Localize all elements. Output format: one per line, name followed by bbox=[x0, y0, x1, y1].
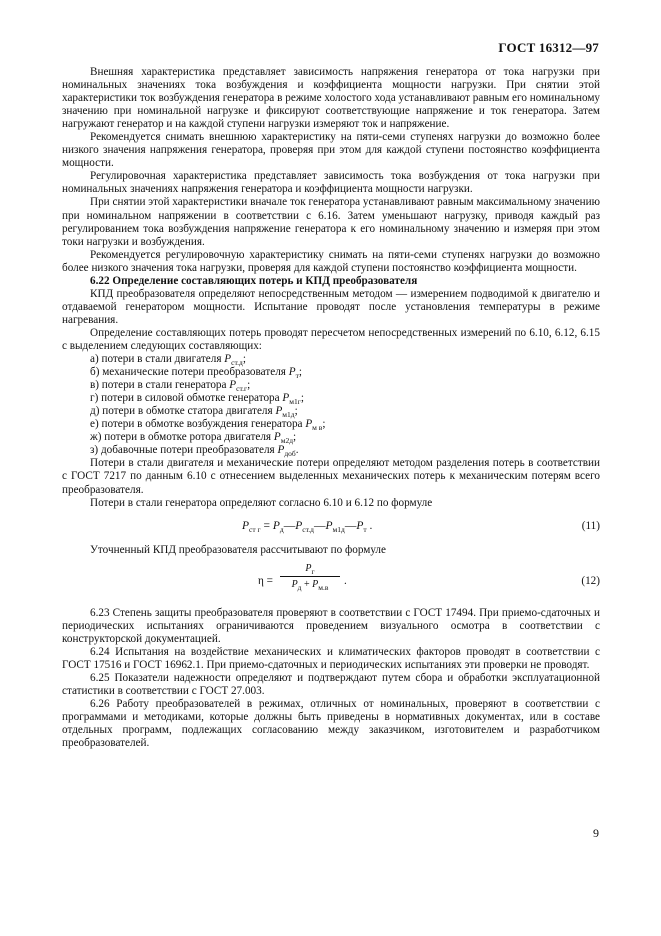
paragraph: Потери в стали двигателя и механические потери определяют методом разделения потерь в соответствии с ГОСТ 7217 по данным 6.10 с отнесением выделенных механических потерь к механическим потерям всего преобразователя. bbox=[62, 457, 600, 496]
paragraph: 6.24 Испытания на воздействие механических и климатических факторов проводят в соответствии с ГОСТ 17516 и ГОСТ 16962.1. При приемо-сдаточных и периодических испытаниях эти проверки не проводят. bbox=[62, 645, 600, 671]
document-body bbox=[62, 66, 600, 750]
list-item: д) потери в обмотке статора двигателя $P_{м1д}$; bbox=[90, 405, 298, 420]
paragraph: 6.26 Работу преобразователей в режимах, отличных от номинальных, проверяют в соответствии с программами и методиками, которые должны быть приведены в нормативных документах, или в составе отдельных программ, подлежащих согласованию между заказчиком, изготовителем и разработчиком преобразователей. bbox=[62, 697, 600, 750]
document-code: ГОСТ 16312—97 bbox=[498, 40, 599, 55]
paragraph: 6.23 Степень защиты преобразователя проверяют в соответствии с ГОСТ 17494. При приемо-сдаточных и периодических испытаниях ограничиваются проведением визуального осмотра в соответствии с конструкторской документацией. bbox=[62, 606, 600, 645]
paragraph: Рекомендуется снимать внешнюю характеристику на пяти-семи ступенях нагрузки до возможно более низкого значения напряжения генератора, проверяя при этом для каждой ступени постоянство коэффициента мощности. bbox=[62, 131, 600, 170]
list-item: б) механические потери преобразователя $P_т$; bbox=[90, 366, 302, 381]
formula-11-expression: $P_{ст г}$ = $P_д—P_{ст.д}—P_{м1д}—P_т$ . bbox=[242, 519, 373, 534]
formula-number: (12) bbox=[581, 574, 600, 587]
list-item: а) потери в стали двигателя $P_{ст.д}$; bbox=[90, 353, 246, 368]
paragraph: Определение составляющих потерь проводят пересчетом непосредственных измерений по 6.10, 6.12, 6.15 с выделением следующих составляющих: bbox=[62, 326, 600, 352]
list-item: е) потери в обмотке возбуждения генератора $P_{м в}$; bbox=[90, 418, 326, 433]
list-item: г) потери в силовой обмотке генератора $P_{м1г}$; bbox=[90, 392, 304, 407]
list-item: з) добавочные потери преобразователя $P_{доб}$. bbox=[90, 444, 299, 459]
paragraph: Потери в стали генератора определяют согласно 6.10 и 6.12 по формуле bbox=[90, 496, 433, 509]
paragraph: 6.25 Показатели надежности определяют и подтверждают путем сбора и обработки эксплуатационной статистики в соответствии с ГОСТ 27.003. bbox=[62, 671, 600, 697]
paragraph: Рекомендуется регулировочную характеристику снимать на пяти-семи ступенях нагрузки до возможно более низкого значения тока нагрузки, проверяя для каждой ступени постоянство коэффициента мощности. bbox=[62, 248, 600, 274]
paragraph: Внешняя характеристика представляет зависимость напряжения генератора от тока нагрузки при номинальных значениях тока возбуждения и коэффициента мощности нагрузки. При снятии этой характеристики ток возбуждения генератора в режиме холостого хода устанавливают равным его номинальному значению при номинальной нагрузке и фиксируют соответствующие напряжение и ток генератора. Затем нагружают генератор и на каждой ступени нагрузки измеряют ток и напряжение. bbox=[62, 66, 600, 131]
formula-12-fraction: $P_г$ $P_д + P_{м.в}$ bbox=[280, 562, 340, 591]
formula-number: (11) bbox=[581, 519, 600, 532]
paragraph: Регулировочная характеристика представляет зависимость тока возбуждения от тока нагрузки при номинальных значениях напряжения генератора и коэффициента мощности нагрузки. bbox=[62, 170, 600, 196]
list-item: в) потери в стали генератора $P_{ст.г}$; bbox=[90, 379, 251, 394]
list-item: ж) потери в обмотке ротора двигателя $P_{м2д}$; bbox=[90, 431, 297, 446]
section-heading: 6.22 Определение составляющих потерь и КПД преобразователя bbox=[90, 274, 418, 287]
paragraph: Уточненный КПД преобразователя рассчитывают по формуле bbox=[90, 543, 386, 556]
page-number: 9 bbox=[593, 826, 599, 840]
paragraph: При снятии этой характеристики вначале ток генератора устанавливают равным максимальному значению при номинальном напряжении в соответствии с 6.16. Затем уменьшают нагрузку, приводя каждый раз регулированием тока возбуждения напряжение генератора к его номинальному значению и измеряя при этом токи нагрузки и возбуждения. bbox=[62, 196, 600, 248]
formula-12-lhs: η = bbox=[258, 574, 273, 587]
losses-list bbox=[62, 353, 600, 457]
formula-11 bbox=[62, 510, 600, 544]
paragraph: КПД преобразователя определяют непосредственным методом — измерением подводимой к двигателю и отдаваемой генератором мощности. Испытание проводят после установления температуры в режиме нагревания. bbox=[62, 287, 600, 326]
formula-12: η = $P_г$ $P_д + P_{м.в}$ . (12) bbox=[258, 562, 600, 592]
